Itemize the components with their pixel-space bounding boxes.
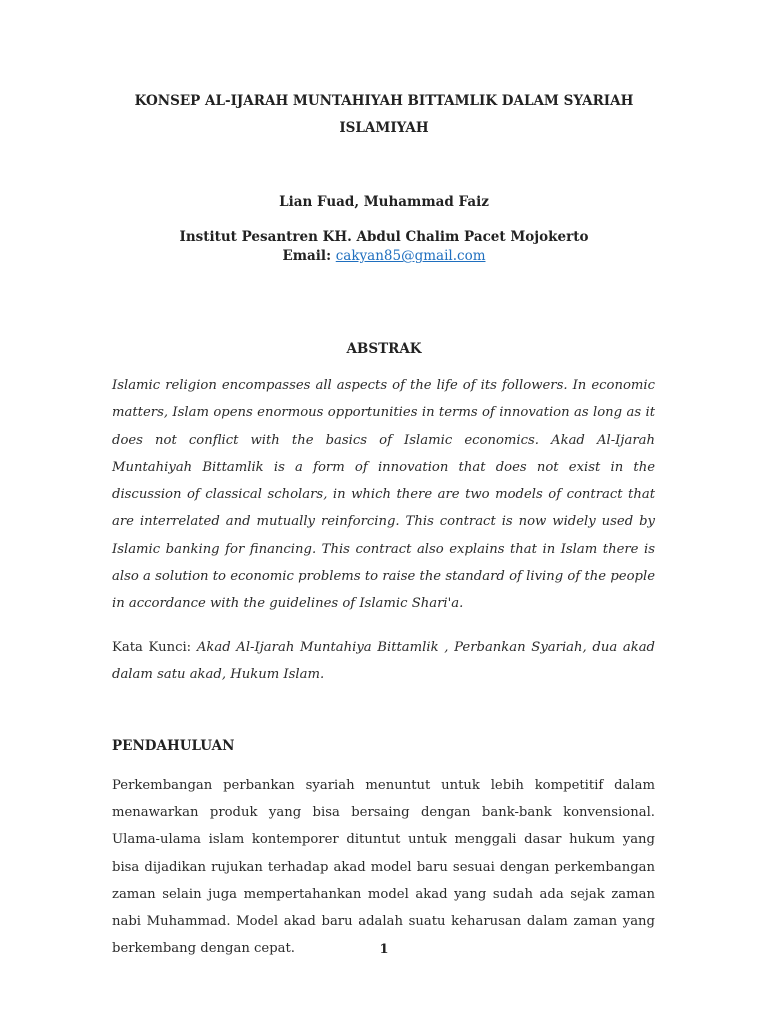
institution-name: Institut Pesantren KH. Abdul Chalim Pacet Mojokerto [179,229,589,245]
email-link[interactable]: cakyan85@gmail.com [335,248,486,264]
email-line [0,248,768,264]
paper-title: KONSEP AL-IJARAH MUNTAHIYAH BITTAMLIK DALAM SYARIAH ISLAMIYAH [134,93,634,136]
keywords [112,634,655,688]
author-names: Lian Fuad, Muhammad Faiz [279,194,489,210]
intro-paragraph: Perkembangan perbankan syariah menuntut untuk lebih kompetitif dalam menawarkan produk yang bisa bersaing dengan bank-bank konvensional. Ulama-ulama islam kontemporer dituntut untuk menggali dasar hukum yang bisa dijadikan rujukan terhadap akad model baru sesuai dengan perkembangan zaman selain juga mempertahankan model akad yang sudah ada sejak zaman nabi Muhammad. Model akad baru adalah suatu keharusan dalam zaman yang berkembang dengan cepat. [112,778,655,957]
page-number: 1 [379,942,389,957]
keywords-label: Kata Kunci: [112,640,192,655]
keywords-values: Akad Al-Ijarah Muntahiya Bittamlik , Perbankan Syariah, dua akad dalam satu akad, Hukum Islam. [112,640,655,682]
section-heading-pendahuluan: PENDAHULUAN [112,738,235,754]
email-label: Email: [282,248,332,264]
abstract-text: Islamic religion encompasses all aspects of the life of its followers. In economic matters, Islam opens enormous opportunities in terms of innovation as long as it does not conflict with the basics of Islamic economics. Akad Al-Ijarah Muntahiyah Bittamlik is a form of innovation that does not exist in the discussion of classical scholars, in which there are two models of contract that are interrelated and mutually reinforcing. This contract is now widely used by Islamic banking for financing. This contract also explains that in Islam there is also a solution to economic problems to raise the standard of living of the people in accordance with the guidelines of Islamic Shari'a. [112,378,655,612]
abstract-heading: ABSTRAK [346,341,422,357]
